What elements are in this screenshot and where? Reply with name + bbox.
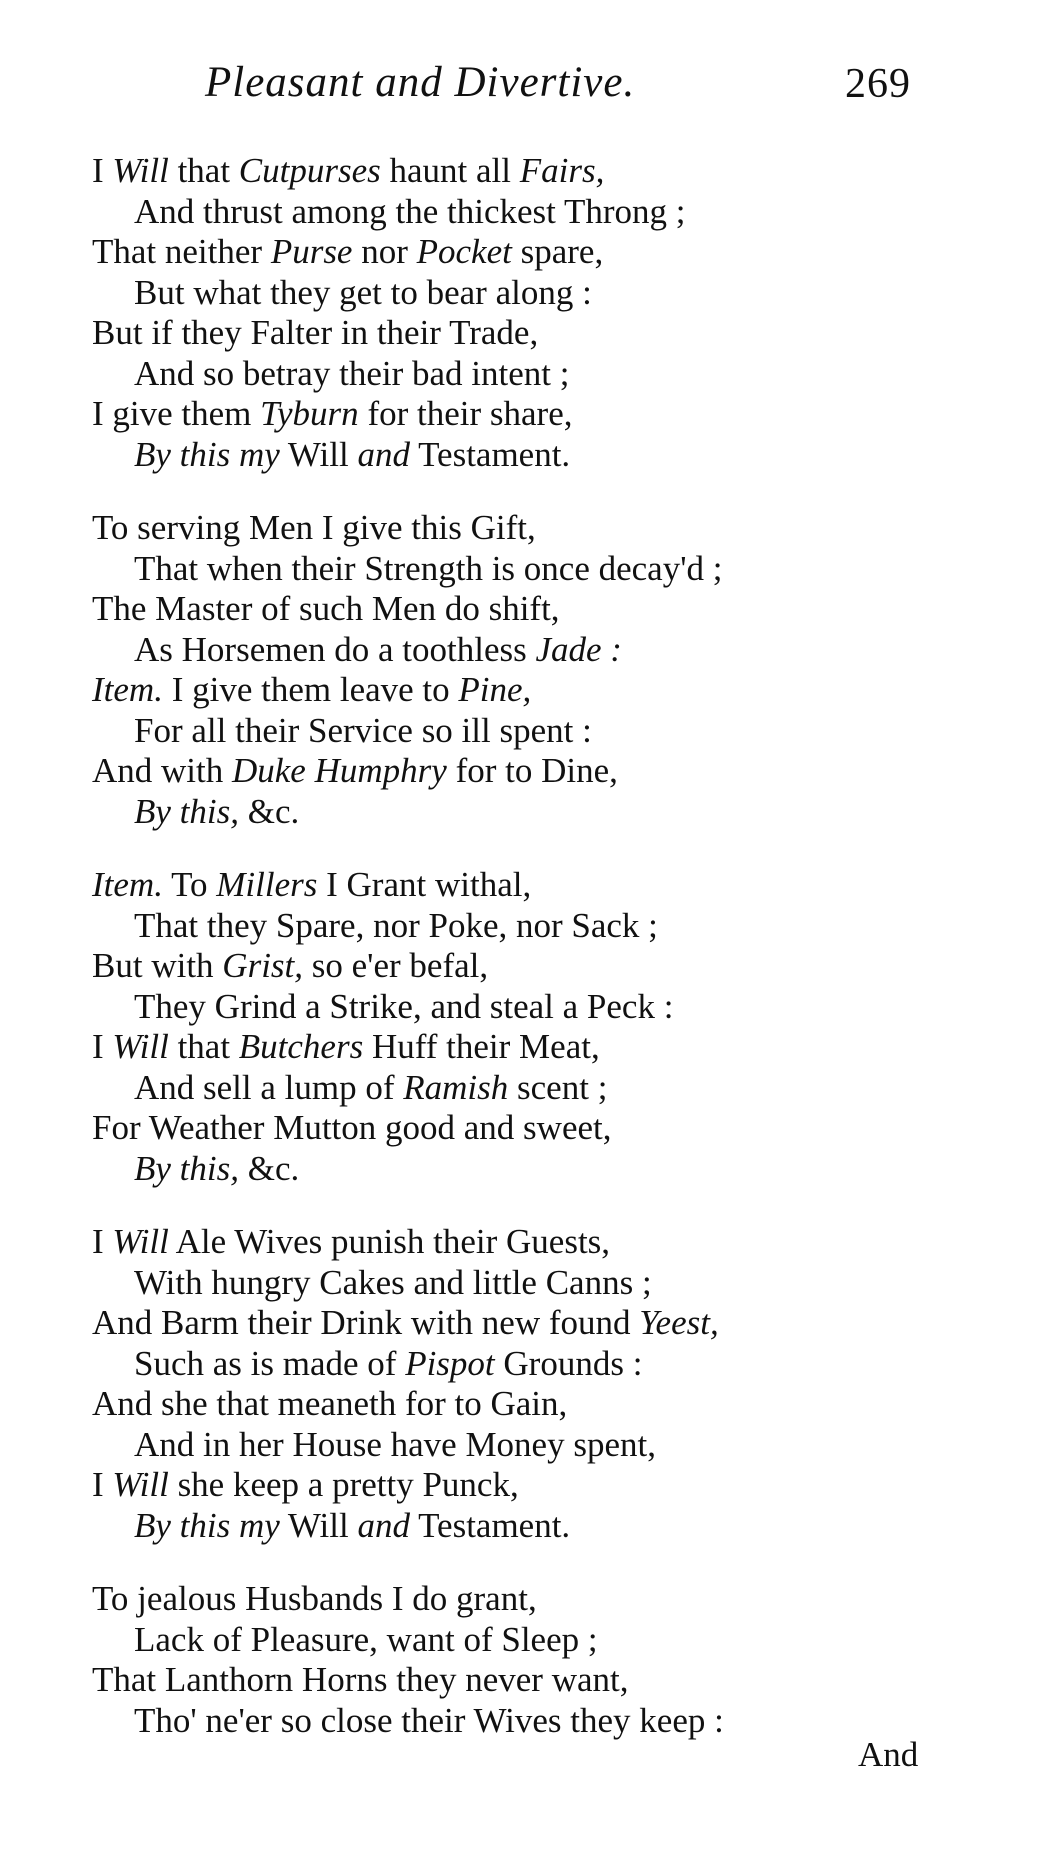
text-run: Testament. [409,1505,571,1545]
text-run: nor [352,232,417,271]
page-header [0,58,1037,118]
italic-text: Jade : [535,629,622,669]
verse-line [92,508,972,549]
verse-line [92,1425,972,1466]
text-run: To serving Men I give this Gift, [92,508,536,547]
verse-line [92,865,972,906]
verse-line [92,232,972,273]
italic-text: Cutpurses [238,151,381,190]
text-run: that [168,1027,239,1066]
verse-line [92,630,972,671]
text-run: For all their Service so ill spent : [134,710,592,750]
text-run: &c. [238,791,300,831]
text-run: I Grant withal, [317,865,532,904]
verse-line [92,1579,972,1620]
verse-line [92,1027,972,1068]
stanza [92,1579,972,1741]
text-run: for their share, [358,394,573,433]
text-run: But with [92,946,223,985]
text-run: And in her House have Money spent, [134,1424,656,1464]
verse-line [92,1303,972,1344]
verse-line [92,711,972,752]
verse-line [92,151,972,192]
text-run: I [92,1222,113,1261]
verse-line [92,1068,972,1109]
verse-line [92,792,972,833]
text-run: With hungry Cakes and little Canns ; [134,1262,652,1302]
italic-text: Yeest, [639,1303,719,1342]
verse-line [92,1506,972,1547]
text-run: That Lanthorn Horns they never want, [92,1660,629,1699]
text-run: Testament. [409,434,571,474]
text-run: To [162,865,217,904]
text-run: And Barm their Drink with new found [92,1303,640,1342]
verse-line [92,273,972,314]
text-run: I [92,151,113,190]
text-run: And so betray their bad intent ; [134,353,570,393]
italic-text: Purse [270,232,353,271]
italic-text: Butchers [238,1027,364,1066]
verse-line [92,1620,972,1661]
verse-line [92,1222,972,1263]
text-run: The Master of such Men do shift, [92,589,560,628]
page-number: 269 [845,61,911,107]
italic-text: Ramish [403,1067,509,1107]
verse-line [92,1384,972,1425]
italic-text: Grist, [222,946,304,985]
italic-text: By this, [134,1148,239,1188]
catchword: And [858,1735,919,1774]
text-run: They Grind a Strike, and steal a Peck : [134,986,674,1026]
italic-text: Fairs, [519,151,605,190]
verse-line [92,1701,972,1742]
italic-text: Pispot [405,1343,495,1383]
italic-text: Item. [92,670,163,709]
stanza [92,1222,972,1546]
verse-line [92,589,972,630]
text-run: And she that meaneth for to Gain, [92,1384,568,1423]
running-title: Pleasant and Divertive. [205,59,636,106]
italic-text: By this, [134,791,239,831]
italic-text: and [357,1505,410,1545]
text-run: for to Dine, [446,751,618,790]
verse-line [92,313,972,354]
verse-line [92,946,972,987]
verse-line [92,751,972,792]
italic-text: Will [112,151,169,190]
poem-body [92,151,972,1774]
verse-line [92,549,972,590]
text-run: That they Spare, nor Poke, nor Sack ; [134,905,658,945]
text-run: Grounds : [494,1343,643,1383]
italic-text: Will [112,1222,169,1261]
stanza [92,151,972,475]
text-run: But if they Falter in their Trade, [92,313,539,352]
verse-line [92,1263,972,1304]
text-run: &c. [238,1148,300,1188]
text-run: But what they get to bear along : [134,272,592,312]
text-run: that [168,151,239,190]
text-run: haunt all [380,151,520,190]
italic-text: Will [112,1465,169,1504]
verse-line [92,670,972,711]
text-run: Huff their Meat, [363,1027,600,1066]
text-run: I give them [92,394,261,433]
text-run: That neither [92,232,271,271]
text-run: As Horsemen do a toothless [134,629,536,669]
text-run: Ale Wives punish their Guests, [168,1222,611,1261]
verse-line [92,1149,972,1190]
italic-text: Pine, [458,670,532,709]
verse-line [92,1465,972,1506]
text-run: I give them leave to [162,670,459,709]
italic-text: Will [112,1027,169,1066]
text-run: Lack of Pleasure, want of Sleep ; [134,1619,598,1659]
verse-line [92,354,972,395]
text-run: she keep a pretty Punck, [168,1465,519,1504]
text-run: And thrust among the thickest Throng ; [134,191,686,231]
verse-line [92,435,972,476]
text-run: And sell a lump of [134,1067,404,1107]
italic-text: By this my [134,1505,280,1545]
italic-text: Millers [216,865,318,904]
stanza [92,865,972,1189]
italic-text: Item. [92,865,163,904]
text-run: scent ; [508,1067,608,1107]
italic-text: Duke Humphry [232,751,447,790]
verse-line [92,1660,972,1701]
verse-line [92,192,972,233]
text-run: That when their Strength is once decay'd ; [134,548,723,588]
verse-line [92,1344,972,1385]
italic-text: and [357,434,410,474]
text-run: For Weather Mutton good and sweet, [92,1108,612,1147]
text-run: And with [92,751,232,790]
text-run: spare, [511,232,604,271]
text-run: To jealous Husbands I do grant, [92,1579,537,1618]
text-run: Will [279,434,358,474]
text-run: I [92,1465,113,1504]
italic-text: By this my [134,434,280,474]
text-run: so e'er befal, [303,946,489,985]
italic-text: Tyburn [260,394,359,433]
text-run: Tho' ne'er so close their Wives they keep : [134,1700,724,1740]
text-run: I [92,1027,113,1066]
verse-line [92,906,972,947]
verse-line [92,1108,972,1149]
text-run: Will [279,1505,358,1545]
text-run: Such as is made of [134,1343,406,1383]
verse-line [92,394,972,435]
stanza [92,508,972,832]
verse-line [92,987,972,1028]
italic-text: Pocket [416,232,512,271]
